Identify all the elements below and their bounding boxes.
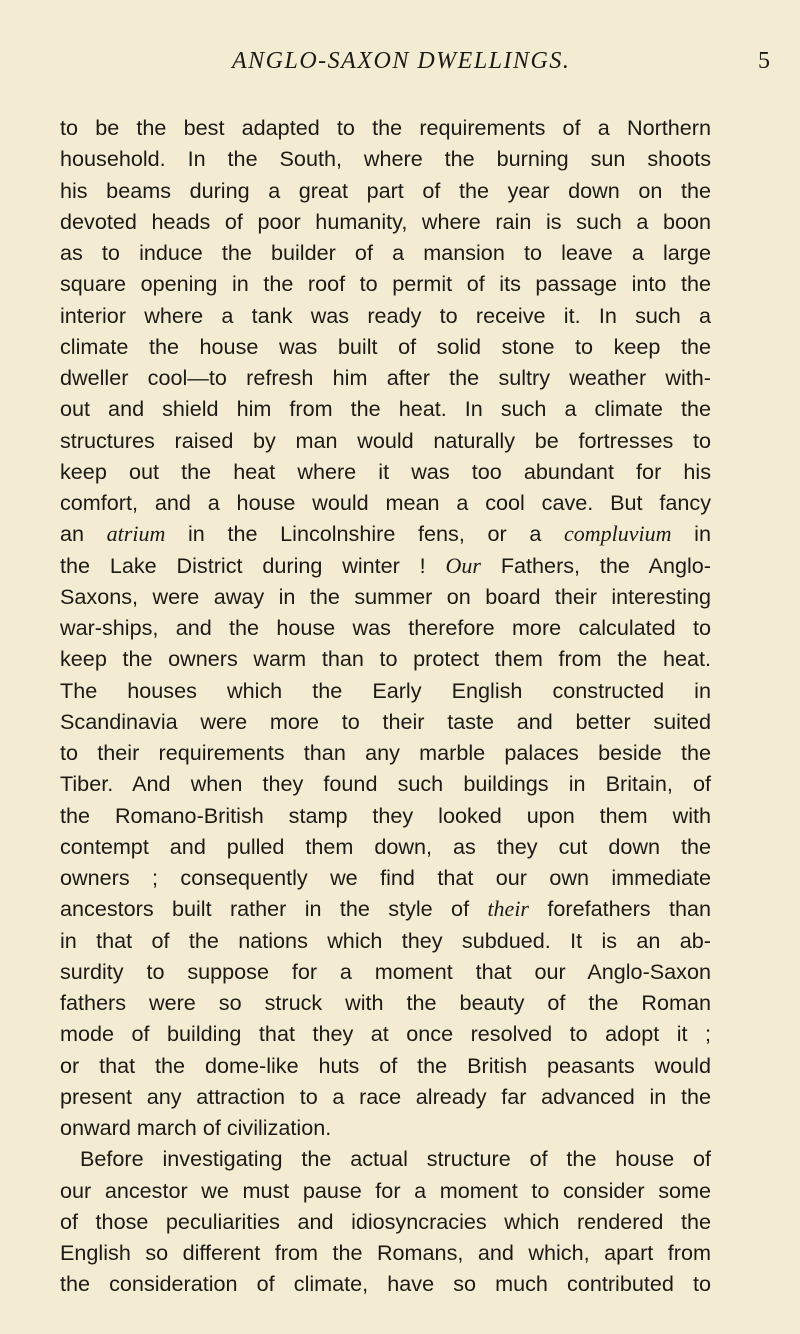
text-line: climate the house was built of solid stone to keep the (60, 333, 711, 359)
text-segment: in the Lincolnshire fens, or a (165, 521, 564, 547)
text-line: keep the owners warm than to protect them from the heat. (60, 646, 711, 672)
text-segment: Fathers, the Anglo- (481, 552, 711, 578)
text-line (60, 518, 711, 549)
text-line: contempt and pulled them down, as they cut down the (60, 833, 711, 859)
italic-term: compluvium (563, 521, 672, 547)
text-line: The houses which the Early English constructed in (60, 677, 711, 703)
text-line: Scandinavia were more to their taste and better suited (60, 708, 711, 734)
text-line: square opening in the roof to permit of its passage into the (60, 271, 711, 297)
text-line: Saxons, were away in the summer on board their interesting (60, 583, 711, 609)
text-line: the consideration of climate, have so much contributed to (60, 1271, 711, 1297)
text-line: onward march of civilization. (60, 1115, 332, 1140)
body-text (60, 112, 711, 1300)
text-line: as to induce the builder of a mansion to leave a large (60, 240, 711, 265)
text-line: dweller cool—to refresh him after the sultry weather with- (60, 365, 711, 390)
text-line: to be the best adapted to the requirements of a Northern (60, 115, 711, 140)
text-line (60, 550, 711, 581)
text-line: devoted heads of poor humanity, where rain is such a boon (60, 208, 711, 234)
text-line: owners ; consequently we find that our own immediate (60, 865, 711, 890)
running-head (0, 48, 800, 88)
text-line: in that of the nations which they subdued. It is an ab- (60, 927, 711, 953)
text-line: comfort, and a house would mean a cool cave. But fancy (60, 490, 711, 515)
italic-term: atrium (106, 521, 166, 547)
text-line: Tiber. And when they found such buildings in Britain, of (60, 771, 711, 797)
text-line: our ancestor we must pause for a moment to consider some (60, 1177, 711, 1203)
text-line: of those peculiarities and idiosyncracies which rendered the (60, 1208, 711, 1234)
text-line: present any attraction to a race already far advanced in the (60, 1083, 711, 1109)
text-line: structures raised by man would naturally be fortresses to (60, 427, 711, 453)
text-line: Before investigating the actual structure of the house of (80, 1146, 711, 1172)
text-line: keep out the heat where it was too abundant for his (60, 458, 711, 484)
page-number: 5 (758, 48, 770, 74)
text-line: or that the dome-like huts of the British peasants would (60, 1052, 711, 1078)
text-segment: in (671, 521, 711, 547)
text-segment: ancestors built rather in the style of (60, 896, 488, 922)
text-line: out and shield him from the heat. In such a climate the (60, 396, 711, 422)
text-line: interior where a tank was ready to receive it. In such a (60, 302, 711, 328)
text-line: fathers were so struck with the beauty of the Roman (60, 990, 711, 1015)
italic-term: Our (445, 552, 481, 578)
text-segment: an (60, 521, 107, 547)
text-line: his beams during a great part of the year down on the (60, 177, 711, 203)
text-line (60, 893, 711, 924)
text-line: to their requirements than any marble palaces beside the (60, 740, 711, 765)
text-segment: the Lake District during winter ! (60, 552, 446, 578)
text-line: surdity to suppose for a moment that our Anglo-Saxon (60, 958, 711, 984)
italic-term: their (487, 896, 529, 922)
text-line: the Romano-British stamp they looked upon them with (60, 802, 711, 828)
text-line: household. In the South, where the burning sun shoots (60, 146, 711, 172)
running-head-title: ANGLO-SAXON DWELLINGS. (232, 48, 571, 74)
text-line: English so different from the Romans, and which, apart from (60, 1240, 711, 1265)
text-line: war-ships, and the house was therefore more calculated to (60, 615, 711, 640)
text-line: mode of building that they at once resolved to adopt it ; (60, 1021, 711, 1047)
text-segment: forefathers than (529, 896, 711, 922)
